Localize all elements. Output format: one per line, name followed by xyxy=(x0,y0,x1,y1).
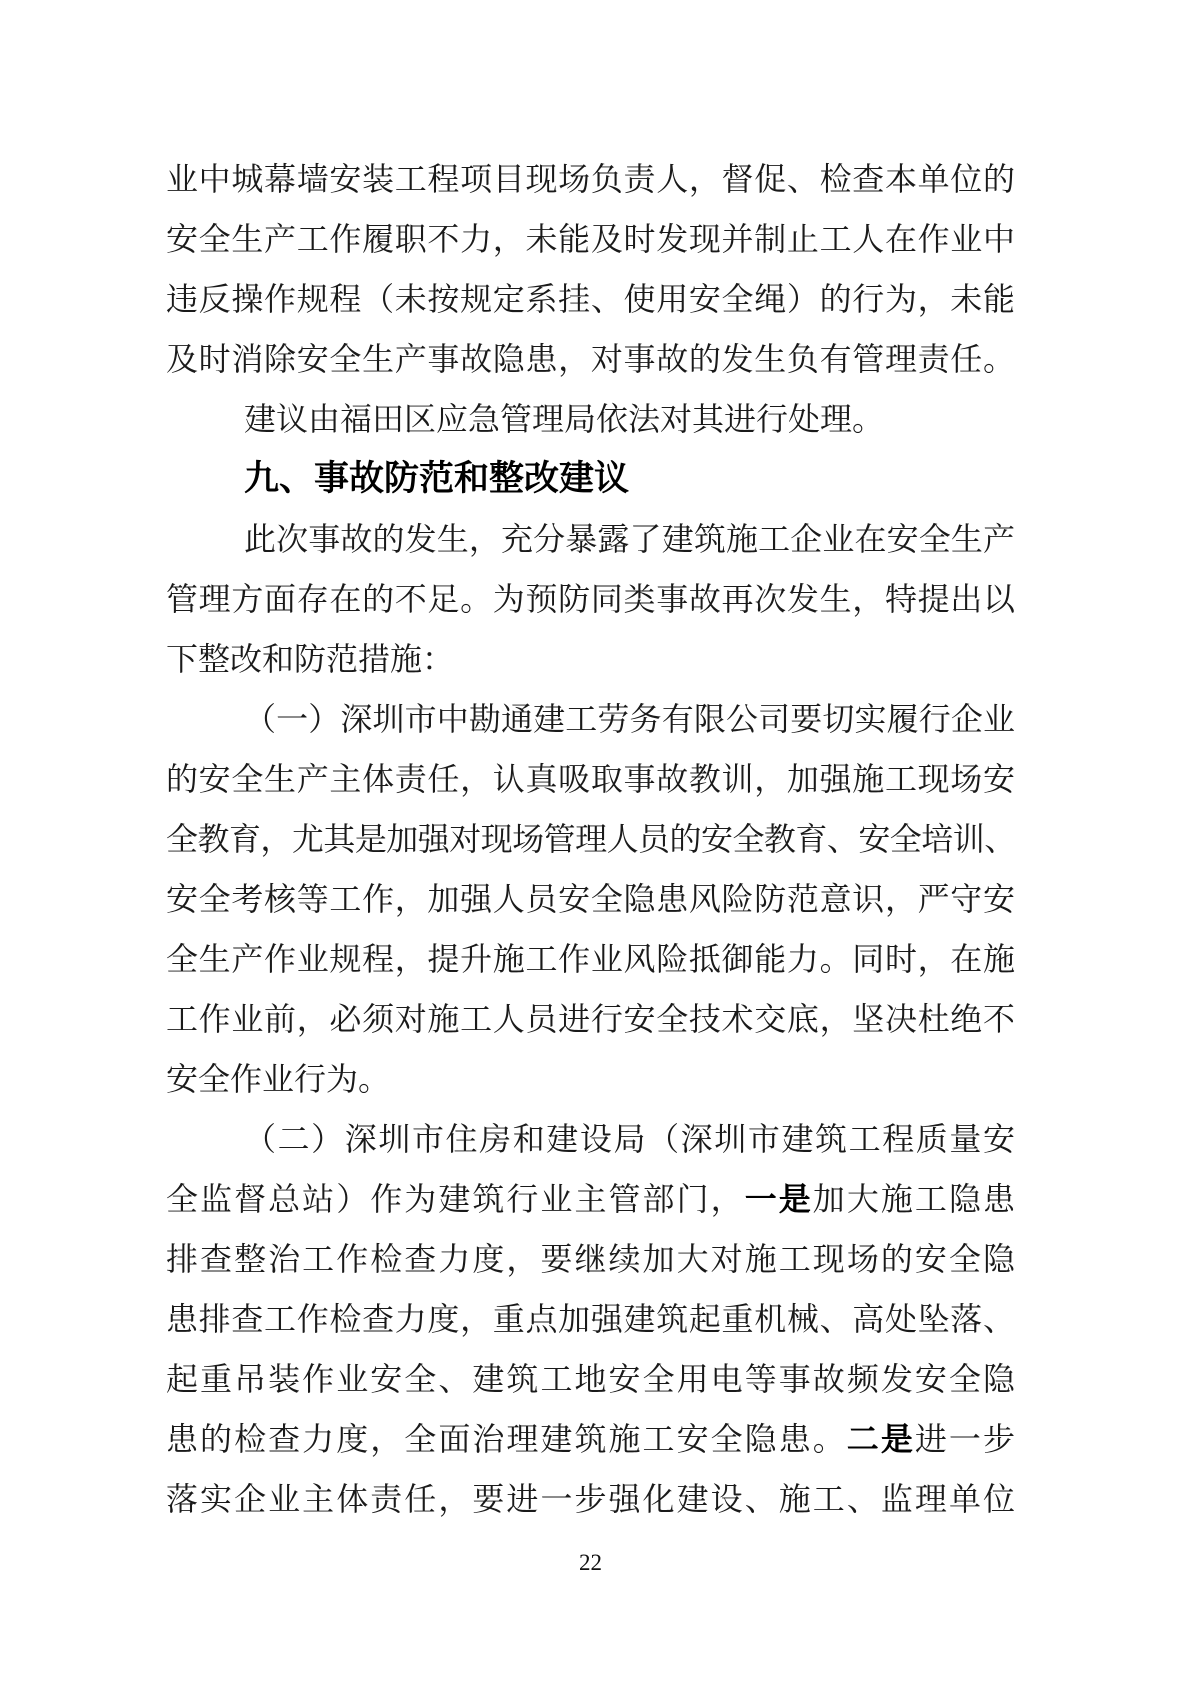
text-run: （二）深圳市住房和建设局（深圳市建筑工程质量安 xyxy=(244,1121,1015,1157)
text-line xyxy=(166,989,1015,1049)
text-line xyxy=(166,1409,1015,1469)
text-run: 安全考核等工作，加强人员安全隐患风险防范意识，严守安 xyxy=(166,881,1015,917)
text-run: 落实企业主体责任，要进一步强化建设、施工、监理单位 xyxy=(166,1481,1015,1517)
text-run: 业中城幕墙安装工程项目现场负责人，督促、检查本单位的 xyxy=(166,161,1015,197)
page-number: 22 xyxy=(579,1550,602,1575)
text-line xyxy=(166,629,1015,689)
text-run: 此次事故的发生，充分暴露了建筑施工企业在安全生产 xyxy=(244,521,1015,557)
text-line xyxy=(166,869,1015,929)
text-line xyxy=(166,329,1015,389)
text-line xyxy=(166,1169,1015,1229)
text-line xyxy=(166,1049,1015,1109)
text-line xyxy=(166,929,1015,989)
text-line xyxy=(166,749,1015,809)
text-line xyxy=(166,569,1015,629)
text-line xyxy=(166,269,1015,329)
text-run: 管理方面存在的不足。为预防同类事故再次发生，特提出以 xyxy=(166,581,1015,617)
text-run: 患的检查力度，全面治理建筑施工安全隐患。 xyxy=(166,1421,847,1457)
bold-text-run: 一是 xyxy=(744,1181,813,1217)
text-run: 排查整治工作检查力度，要继续加大对施工现场的安全隐 xyxy=(166,1241,1015,1277)
text-line xyxy=(166,1469,1015,1529)
section-heading xyxy=(166,449,1015,509)
text-line xyxy=(166,509,1015,569)
bold-text-run: 二是 xyxy=(846,1421,915,1457)
text-line xyxy=(166,809,1015,869)
text-line xyxy=(166,209,1015,269)
text-run: 工作业前，必须对施工人员进行安全技术交底，坚决杜绝不 xyxy=(166,1001,1015,1037)
text-run: 建议由福田区应急管理局依法对其进行处理。 xyxy=(244,401,885,437)
text-run: 起重吊装作业安全、建筑工地安全用电等事故频发安全隐 xyxy=(166,1361,1015,1397)
text-run: 全监督总站）作为建筑行业主管部门， xyxy=(166,1181,745,1217)
text-line xyxy=(166,1289,1015,1349)
text-run: 进一步 xyxy=(914,1421,1015,1457)
text-run: 违反操作规程（未按规定系挂、使用安全绳）的行为，未能 xyxy=(166,281,1015,317)
text-run: 全教育，尤其是加强对现场管理人员的安全教育、安全培训、 xyxy=(166,821,1015,857)
text-line xyxy=(166,1109,1015,1169)
text-run: 九、事故防范和整改建议 xyxy=(244,459,630,498)
text-run: 及时消除安全生产事故隐患，对事故的发生负有管理责任。 xyxy=(166,341,1015,377)
text-run: 安全生产工作履职不力，未能及时发现并制止工人在作业中 xyxy=(166,221,1015,257)
text-line xyxy=(166,689,1015,749)
text-run: 安全作业行为。 xyxy=(166,1061,391,1097)
text-line xyxy=(166,389,1015,449)
text-run: 全生产作业规程，提升施工作业风险抵御能力。同时，在施 xyxy=(166,941,1015,977)
text-run: 患排查工作检查力度，重点加强建筑起重机械、高处坠落、 xyxy=(166,1301,1015,1337)
text-run: 加大施工隐患 xyxy=(812,1181,1015,1217)
text-line xyxy=(166,1349,1015,1409)
text-run: （一）深圳市中勘通建工劳务有限公司要切实履行企业 xyxy=(244,701,1015,737)
document-body xyxy=(166,149,1015,1529)
text-line xyxy=(166,1229,1015,1289)
text-run: 下整改和防范措施： xyxy=(166,641,455,677)
text-run: 的安全生产主体责任，认真吸取事故教训，加强施工现场安 xyxy=(166,761,1015,797)
text-line xyxy=(166,149,1015,209)
